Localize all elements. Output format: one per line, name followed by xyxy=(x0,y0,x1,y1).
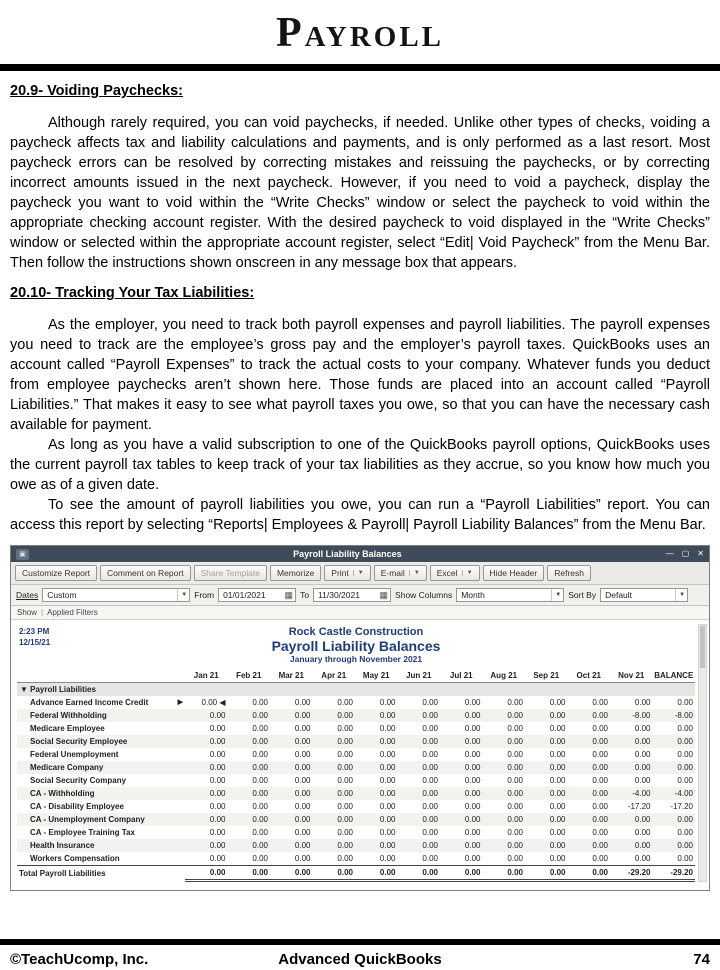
row-label: Social Security Company xyxy=(30,776,127,786)
cell-value[interactable]: -4.00 xyxy=(632,789,651,799)
cell-value[interactable]: 0.00 xyxy=(294,698,311,708)
cell-value[interactable]: 0.00 xyxy=(507,698,523,708)
sort-by-label: Sort By xyxy=(568,590,597,601)
toolbar-button-label: Comment on Report xyxy=(107,568,184,579)
column-header-sep-21: Sep 21 xyxy=(525,669,568,683)
cell-value[interactable]: 0.00 xyxy=(379,776,396,786)
row-label: CA - Employee Training Tax xyxy=(30,828,135,838)
cell-value[interactable]: 0.00 xyxy=(592,750,608,760)
toolbar-button-label: Refresh xyxy=(554,568,585,579)
dates-select[interactable] xyxy=(42,588,190,602)
dropdown-arrow-icon: ▼ xyxy=(675,589,685,601)
cell-value[interactable]: 0.00 xyxy=(592,711,608,721)
top-divider xyxy=(0,64,720,71)
cell-value[interactable]: 0.00 xyxy=(252,750,268,760)
cell-value[interactable]: 0.00 xyxy=(337,841,353,851)
cell-value[interactable]: 0.00 xyxy=(379,737,396,747)
cell-value[interactable]: 0.00 xyxy=(464,841,481,851)
column-header-feb-21: Feb 21 xyxy=(228,669,271,683)
cell-value[interactable]: 0.00 xyxy=(634,828,651,838)
window-menu-icon[interactable]: ▣ xyxy=(16,549,29,560)
cell-value[interactable]: 0.00 xyxy=(337,750,353,760)
dates-value: Custom xyxy=(47,590,77,601)
cell-value[interactable]: 0.00 xyxy=(337,815,353,825)
bottom-divider xyxy=(0,939,720,945)
toolbar-button-label: Memorize xyxy=(276,568,315,579)
report-time: 2:23 PM xyxy=(19,627,50,637)
cell-value[interactable]: 0.00 xyxy=(422,711,438,721)
cell-value[interactable]: 0.00 xyxy=(379,828,396,838)
cell-value[interactable]: 0.00 xyxy=(294,711,311,721)
column-header-row xyxy=(17,669,695,683)
cell-value[interactable]: 0.00 xyxy=(337,763,353,773)
page-title: Payroll xyxy=(275,10,445,56)
table-row-workers-compensation[interactable] xyxy=(17,852,695,866)
toolbar-button-label: Print xyxy=(331,568,349,579)
footer-page-number: 74 xyxy=(693,951,710,968)
report-date: 12/15/21 xyxy=(19,638,51,648)
cell-value[interactable]: 0.00 xyxy=(422,841,438,851)
cell-value[interactable]: 0.00 xyxy=(294,789,311,799)
cell-value[interactable]: 0.00 xyxy=(209,737,226,747)
cell-value[interactable]: 0.00 xyxy=(592,737,608,747)
cell-value[interactable]: 0.00 xyxy=(464,854,481,864)
report-table-head xyxy=(17,669,695,683)
cell-value[interactable]: 0.00 xyxy=(294,763,311,773)
toolbar-button-memorize[interactable] xyxy=(270,565,321,581)
report-header xyxy=(17,626,695,664)
total-value: 0.00 xyxy=(270,866,313,881)
row-marker-icon: ▶ xyxy=(177,699,183,707)
cell-value[interactable]: 0.00 xyxy=(549,711,566,721)
cell-value[interactable]: 0.00 xyxy=(209,750,226,760)
cell-value[interactable]: 0.00 xyxy=(294,841,311,851)
column-header-aug-21: Aug 21 xyxy=(483,669,526,683)
from-date-input[interactable] xyxy=(218,588,296,602)
cell-value[interactable]: 0.00 xyxy=(464,789,481,799)
toolbar-button-print[interactable] xyxy=(324,565,370,581)
cell-value[interactable]: -17.20 xyxy=(627,802,651,812)
cell-value[interactable]: 0.00 xyxy=(209,828,226,838)
footer-course-title: Advanced QuickBooks xyxy=(278,951,442,968)
cell-value[interactable]: 0.00 xyxy=(592,789,608,799)
dropdown-arrow-icon: ▼ xyxy=(409,570,420,576)
cell-value[interactable]: 0.00 xyxy=(422,698,438,708)
section-heading: 20.9- Voiding Paychecks: xyxy=(10,83,183,100)
calendar-icon[interactable]: ▦ xyxy=(379,589,389,600)
cell-value[interactable]: 0.00 xyxy=(507,802,523,812)
column-header-nov-21: Nov 21 xyxy=(610,669,653,683)
cell-value[interactable]: 0.00 xyxy=(507,815,523,825)
cell-value[interactable]: 0.00 xyxy=(549,802,566,812)
cell-value[interactable]: 0.00 xyxy=(379,698,396,708)
cell-value[interactable]: 0.00 xyxy=(422,750,438,760)
cell-value[interactable]: 0.00 xyxy=(337,854,353,864)
cell-value[interactable]: 0.00 xyxy=(507,854,523,864)
dropdown-arrow-icon: ▼ xyxy=(177,589,187,601)
cell-value[interactable]: 0.00 xyxy=(592,698,608,708)
cell-value[interactable]: 0.00 xyxy=(549,854,566,864)
column-header-apr-21: Apr 21 xyxy=(313,669,356,683)
cell-value[interactable]: 0.00 xyxy=(422,815,438,825)
cell-value[interactable]: -8.00 xyxy=(632,711,651,721)
total-value: 0.00 xyxy=(568,866,611,881)
cell-value[interactable]: 0.00 xyxy=(677,828,693,838)
table-row-ca-unemployment-company[interactable] xyxy=(17,813,695,826)
cell-value[interactable]: 0.00 xyxy=(294,802,311,812)
cell-value[interactable]: 0.00 xyxy=(252,698,268,708)
toolbar-button-label: E-mail xyxy=(380,568,405,579)
cell-value[interactable]: 0.00 xyxy=(549,763,566,773)
dates-label: Dates xyxy=(16,590,39,601)
cell-value[interactable]: 0.00 xyxy=(252,724,268,734)
cell-value[interactable]: 0.00 xyxy=(252,776,268,786)
cell-value[interactable]: 0.00 xyxy=(549,815,566,825)
cell-value[interactable]: 0.00 xyxy=(592,815,608,825)
cell-value[interactable]: 0.00 xyxy=(549,789,566,799)
report-title: Payroll Liability Balances xyxy=(271,638,441,655)
cell-value[interactable]: 0.00 xyxy=(294,737,311,747)
total-row xyxy=(17,866,695,881)
cell-value[interactable]: 0.00 xyxy=(422,828,438,838)
cell-value[interactable]: 0.00 xyxy=(337,828,353,838)
row-label: Advance Earned Income Credit ▶ xyxy=(30,698,183,708)
cell-value[interactable]: 0.00 xyxy=(549,841,566,851)
cell-value[interactable]: 0.00 xyxy=(592,763,608,773)
cell-value[interactable]: 0.00 xyxy=(549,724,566,734)
row-label: Federal Unemployment xyxy=(30,750,119,760)
cell-value[interactable]: 0.00 xyxy=(592,854,608,864)
applied-filters-row xyxy=(11,606,709,620)
toolbar-button-e-mail[interactable] xyxy=(374,565,427,581)
cell-value[interactable]: 0.00 xyxy=(209,841,226,851)
cell-value[interactable]: 0.00 xyxy=(294,815,311,825)
cell-value[interactable]: 0.00 xyxy=(677,763,693,773)
cell-value[interactable]: 0.00 xyxy=(209,724,226,734)
cell-value[interactable]: 0.00 xyxy=(464,724,481,734)
report-subtitle: January through November 2021 xyxy=(289,654,423,665)
cell-value[interactable]: 0.00 xyxy=(379,854,396,864)
column-header-may-21: May 21 xyxy=(355,669,398,683)
report-timestamp xyxy=(19,626,50,648)
group-label: ▼ Payroll Liabilities xyxy=(17,683,695,697)
cell-value[interactable]: 0.00 xyxy=(464,711,481,721)
company-name: Rock Castle Construction xyxy=(288,626,424,639)
toolbar-button-hide-header[interactable] xyxy=(483,565,545,581)
table-row-social-security-company[interactable] xyxy=(17,774,695,787)
dropdown-arrow-icon: ▼ xyxy=(462,570,473,576)
cell-value[interactable]: 0.00 xyxy=(252,815,268,825)
row-label: CA - Withholding xyxy=(30,789,95,799)
to-label: To xyxy=(300,590,310,601)
total-value: 0.00 xyxy=(185,866,228,881)
cell-value[interactable]: 0.00 xyxy=(677,841,693,851)
cell-value[interactable]: 0.00 xyxy=(252,854,268,864)
cell-value[interactable]: 0.00 xyxy=(422,724,438,734)
qb-toolbar xyxy=(11,562,709,585)
toolbar-button-comment-on-report[interactable] xyxy=(100,565,191,581)
calendar-icon[interactable]: ▦ xyxy=(284,589,294,600)
cell-value[interactable]: 0.00 xyxy=(507,828,523,838)
cell-value[interactable]: 0.00 xyxy=(677,737,693,747)
cell-value[interactable]: 0.00 xyxy=(592,802,608,812)
show-columns-value: Month xyxy=(461,590,485,601)
cell-value[interactable]: 0.00 xyxy=(294,750,311,760)
cell-value[interactable]: 0.00 xyxy=(592,841,608,851)
table-row-health-insurance[interactable] xyxy=(17,839,695,852)
column-header-balance: BALANCE xyxy=(653,669,696,683)
section-heading: 20.10- Tracking Your Tax Liabilities: xyxy=(10,285,255,302)
maximize-icon[interactable]: ▢ xyxy=(681,549,690,559)
table-row-medicare-company[interactable] xyxy=(17,761,695,774)
sort-by-select[interactable] xyxy=(600,588,688,602)
cell-value[interactable]: 0.00 xyxy=(337,724,353,734)
cell-value[interactable]: 0.00 xyxy=(379,763,396,773)
close-icon[interactable]: ✕ xyxy=(697,549,704,559)
cell-value[interactable]: 0.00 xyxy=(337,711,353,721)
section-tracking-tax-liabilities xyxy=(10,285,710,535)
column-header-oct-21: Oct 21 xyxy=(568,669,611,683)
total-value: 0.00 xyxy=(398,866,441,881)
toolbar-button-label: Excel xyxy=(436,568,458,579)
cell-value[interactable]: 0.00 xyxy=(507,711,523,721)
toolbar-button-label: Customize Report xyxy=(22,568,91,579)
group-row-payroll-liabilities[interactable] xyxy=(17,683,695,697)
cell-value[interactable]: 0.00 xyxy=(549,776,566,786)
cell-value[interactable]: 0.00 xyxy=(634,737,651,747)
cell-value[interactable]: 0.00 xyxy=(209,802,226,812)
cell-value[interactable]: 0.00 ◀ xyxy=(201,698,226,708)
cell-value[interactable]: 0.00 xyxy=(379,711,396,721)
table-row-medicare-employee[interactable] xyxy=(17,722,695,735)
cell-value[interactable]: 0.00 xyxy=(634,724,651,734)
cell-value[interactable]: 0.00 xyxy=(464,802,481,812)
cell-value[interactable]: -8.00 xyxy=(674,711,693,721)
cell-value[interactable]: -4.00 xyxy=(674,789,693,799)
footer-copyright: ©TeachUcomp, Inc. xyxy=(10,951,149,968)
cell-value[interactable]: 0.00 xyxy=(294,828,311,838)
row-label: Social Security Employee xyxy=(30,737,128,747)
cell-value[interactable]: 0.00 xyxy=(634,698,651,708)
to-date-input[interactable] xyxy=(313,588,391,602)
cell-value[interactable]: 0.00 xyxy=(252,763,268,773)
cell-value[interactable]: 0.00 xyxy=(464,698,481,708)
cell-value[interactable]: 0.00 xyxy=(422,789,438,799)
cell-value[interactable]: 0.00 xyxy=(464,737,481,747)
cell-value[interactable]: -17.20 xyxy=(670,802,693,812)
column-header-mar-21: Mar 21 xyxy=(270,669,313,683)
cell-value[interactable]: 0.00 xyxy=(252,841,268,851)
cell-value[interactable]: 0.00 xyxy=(422,763,438,773)
cell-value[interactable]: 0.00 xyxy=(252,802,268,812)
column-header-jun-21: Jun 21 xyxy=(398,669,441,683)
cell-value[interactable]: 0.00 xyxy=(464,763,481,773)
cell-value[interactable]: 0.00 xyxy=(337,698,353,708)
window-controls xyxy=(666,546,704,562)
total-value: 0.00 xyxy=(313,866,356,881)
cell-value[interactable]: 0.00 xyxy=(422,737,438,747)
cell-value[interactable]: 0.00 xyxy=(422,854,438,864)
cell-value[interactable]: 0.00 xyxy=(507,724,523,734)
cell-value[interactable]: 0.00 xyxy=(464,828,481,838)
cell-value[interactable]: 0.00 xyxy=(209,815,226,825)
cell-value[interactable]: 0.00 xyxy=(294,724,311,734)
cell-value[interactable]: 0.00 xyxy=(549,828,566,838)
report-table xyxy=(17,669,695,882)
total-value: -29.20 xyxy=(653,866,696,881)
from-label: From xyxy=(194,590,215,601)
document-body xyxy=(0,83,720,891)
cell-value[interactable]: 0.00 xyxy=(252,789,268,799)
toolbar-button-customize-report[interactable] xyxy=(15,565,97,581)
cell-value[interactable]: 0.00 xyxy=(252,828,268,838)
dropdown-arrow-icon: ▼ xyxy=(353,570,364,576)
row-label: Health Insurance xyxy=(30,841,95,851)
cell-value[interactable]: 0.00 xyxy=(634,750,651,760)
cell-value[interactable]: 0.00 xyxy=(507,789,523,799)
cell-value[interactable]: 0.00 xyxy=(252,711,268,721)
row-label: CA - Unemployment Company xyxy=(30,815,145,825)
quickbooks-window xyxy=(10,545,710,891)
cell-value[interactable]: 0.00 xyxy=(677,776,693,786)
window-title: Payroll Liability Balances xyxy=(293,549,402,560)
cell-value[interactable]: 0.00 xyxy=(507,750,523,760)
cell-value[interactable]: 0.00 xyxy=(209,776,226,786)
table-row-advance-earned-income-credit[interactable] xyxy=(17,696,695,709)
dropdown-arrow-icon: ▼ xyxy=(551,589,561,601)
from-date-value: 01/01/2021 xyxy=(223,590,266,601)
cell-value[interactable]: 0.00 xyxy=(337,789,353,799)
sort-by-value: Default xyxy=(605,590,633,601)
total-value: 0.00 xyxy=(228,866,271,881)
vertical-scrollbar[interactable] xyxy=(698,624,707,882)
toolbar-button-refresh[interactable] xyxy=(547,565,591,581)
cell-value[interactable]: 0.00 xyxy=(379,802,396,812)
cell-value[interactable]: 0.00 xyxy=(507,737,523,747)
cell-value[interactable]: 0.00 xyxy=(592,776,608,786)
row-label: Workers Compensation xyxy=(30,854,120,864)
cell-value[interactable]: 0.00 xyxy=(549,737,566,747)
report-table-body xyxy=(17,683,695,881)
row-label: Federal Withholding xyxy=(30,711,107,721)
cell-value[interactable]: 0.00 xyxy=(634,776,651,786)
row-label: Medicare Employee xyxy=(30,724,105,734)
total-value: 0.00 xyxy=(483,866,526,881)
show-filters-link[interactable]: Show xyxy=(17,608,38,618)
cell-value[interactable]: 0.00 xyxy=(422,802,438,812)
table-row-ca-employee-training-tax[interactable] xyxy=(17,826,695,839)
toolbar-button-label: Hide Header xyxy=(489,568,538,579)
cell-value[interactable]: 0.00 xyxy=(507,776,523,786)
page xyxy=(0,10,720,968)
section-voiding-paychecks xyxy=(10,83,710,273)
cell-value[interactable]: 0.00 xyxy=(252,737,268,747)
cell-value[interactable]: 0.00 xyxy=(379,841,396,851)
cell-value[interactable]: 0.00 xyxy=(677,724,693,734)
cell-value[interactable]: 0.00 xyxy=(634,854,651,864)
cell-value[interactable]: 0.00 xyxy=(464,776,481,786)
cell-value[interactable]: 0.00 xyxy=(507,841,523,851)
cell-value[interactable]: 0.00 xyxy=(464,750,481,760)
cell-value[interactable]: 0.00 xyxy=(379,789,396,799)
cell-value[interactable]: 0.00 xyxy=(507,763,523,773)
report-area xyxy=(11,620,709,890)
cell-value[interactable]: 0.00 xyxy=(294,776,311,786)
cell-value[interactable]: 0.00 xyxy=(209,854,226,864)
paragraph: Although rarely required, you can void paychecks, if needed. Unlike other types of checks, voiding a paycheck affects tax and liability calculations and payments, and is only performed as a last resort. Most paycheck errors can be resolved by correcting mistakes and reissuing the paychecks, or by correcting incorrect amounts issued in the next paycheck. However, if you need to void a paycheck, display the paycheck you want to void within the “Write Checks” window or select the paycheck to void within the appropriate checking account register. With the desired paycheck to void displayed in the “Write Checks” window or selected within the appropriate account register, select “Edit| Void Paycheck” from the Menu Bar. Then follow the instructions shown onscreen in any message box that appears. xyxy=(10,115,710,272)
applied-filters-label: Applied Filters xyxy=(47,608,98,618)
toolbar-button-label: Share Template xyxy=(200,568,260,579)
cell-value[interactable]: 0.00 xyxy=(592,724,608,734)
window-titlebar xyxy=(11,546,709,562)
table-row-federal-unemployment[interactable] xyxy=(17,748,695,761)
toolbar-button-share-template[interactable] xyxy=(194,565,267,581)
table-row-social-security-employee[interactable] xyxy=(17,735,695,748)
paragraph: To see the amount of payroll liabilities you owe, you can run a “Payroll Liabilities” report. You can access this report by selecting “Reports| Employees & Payroll| Payroll Liability Balances” from the Menu Bar. xyxy=(10,497,710,534)
cell-value[interactable]: 0.00 xyxy=(422,776,438,786)
total-value: -29.20 xyxy=(610,866,653,881)
qb-filterbar xyxy=(11,585,709,606)
table-row-ca-withholding[interactable] xyxy=(17,787,695,800)
cell-value[interactable]: 0.00 xyxy=(592,828,608,838)
scrollbar-thumb[interactable] xyxy=(700,626,705,668)
paragraph: As long as you have a valid subscription to one of the QuickBooks payroll options, QuickBooks uses the current payroll tax tables to keep track of your tax liabilities as they accrue, so you know how much you owe as of a given date. xyxy=(10,437,710,494)
cell-value[interactable]: 0.00 xyxy=(379,724,396,734)
cell-value[interactable]: 0.00 xyxy=(337,737,353,747)
cell-value[interactable]: 0.00 xyxy=(634,841,651,851)
cell-value[interactable]: 0.00 xyxy=(209,763,226,773)
total-value: 0.00 xyxy=(525,866,568,881)
paragraph: As the employer, you need to track both payroll expenses and payroll liabilities. The payroll expenses you need to track are the employee’s gross pay and the employer’s payroll taxes. QuickBooks uses an account called “Payroll Expenses” to track the actual costs to your company. Whatever funds you deduct from employee paychecks aren’t shown here. Those funds are placed into an account called “Payroll Liabilities.” That makes it easy to see what payroll taxes you owe, so that you can have the necessary cash available for payment. xyxy=(10,317,710,434)
cell-value[interactable]: 0.00 xyxy=(677,750,693,760)
row-label: CA - Disability Employee xyxy=(30,802,124,812)
cell-value[interactable]: 0.00 xyxy=(634,763,651,773)
column-header-jul-21: Jul 21 xyxy=(440,669,483,683)
column-header-jan-21: Jan 21 xyxy=(185,669,228,683)
minimize-icon[interactable]: — xyxy=(665,549,674,559)
cell-value[interactable]: 0.00 xyxy=(379,750,396,760)
cell-value[interactable]: 0.00 xyxy=(549,750,566,760)
toolbar-button-excel[interactable] xyxy=(430,565,480,581)
cell-value[interactable]: 0.00 xyxy=(337,802,353,812)
cell-value[interactable]: 0.00 xyxy=(294,854,311,864)
cell-value[interactable]: 0.00 xyxy=(464,815,481,825)
column-header-spacer xyxy=(17,669,185,683)
cell-value[interactable]: 0.00 xyxy=(209,789,226,799)
table-row-federal-withholding[interactable] xyxy=(17,709,695,722)
cell-value[interactable]: 0.00 xyxy=(677,854,693,864)
row-label: Medicare Company xyxy=(30,763,104,773)
to-date-value: 11/30/2021 xyxy=(318,590,360,601)
cell-value[interactable]: 0.00 xyxy=(634,815,651,825)
cell-value[interactable]: 0.00 xyxy=(337,776,353,786)
show-columns-select[interactable] xyxy=(456,588,564,602)
total-value: 0.00 xyxy=(440,866,483,881)
table-row-ca-disability-employee[interactable] xyxy=(17,800,695,813)
total-value: 0.00 xyxy=(355,866,398,881)
cell-value[interactable]: 0.00 xyxy=(379,815,396,825)
total-label: Total Payroll Liabilities xyxy=(17,866,185,881)
cell-value[interactable]: 0.00 xyxy=(209,711,226,721)
cell-value[interactable]: 0.00 xyxy=(677,698,693,708)
show-columns-label: Show Columns xyxy=(395,590,453,601)
separator: | xyxy=(41,608,44,618)
cell-value[interactable]: 0.00 xyxy=(549,698,566,708)
cell-value[interactable]: 0.00 xyxy=(677,815,693,825)
